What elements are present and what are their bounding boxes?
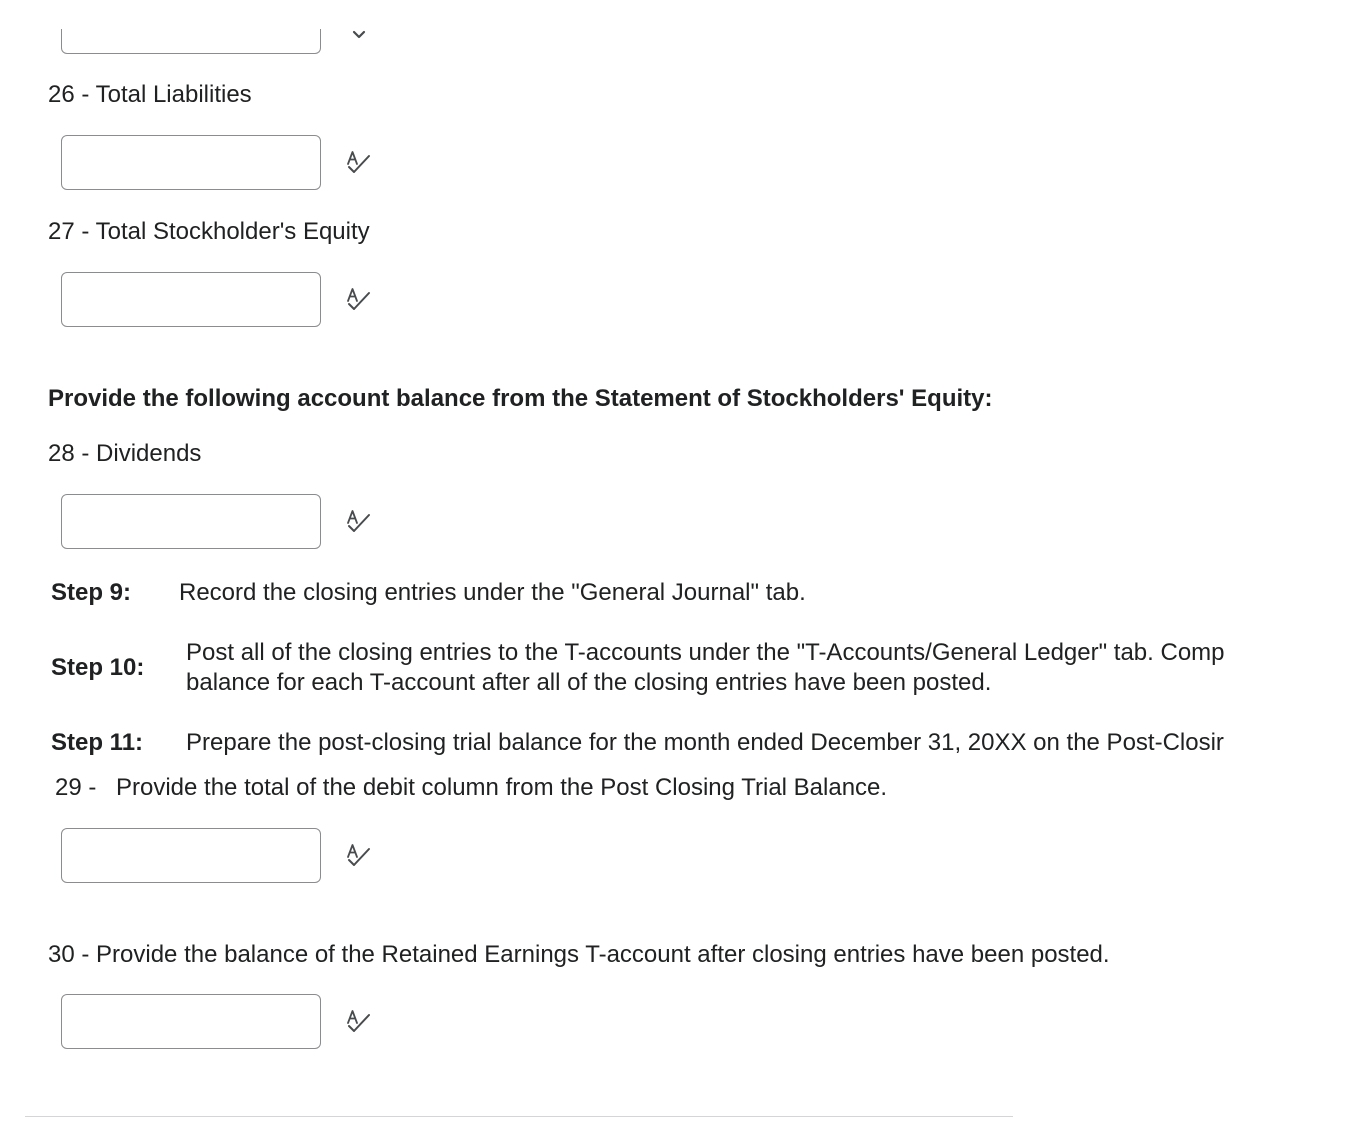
question-26-label: 26 - Total Liabilities <box>48 81 252 108</box>
spellcheck-icon[interactable] <box>345 509 371 535</box>
question-27-input[interactable] <box>61 272 321 327</box>
question-27-label: 27 - Total Stockholder's Equity <box>48 218 370 245</box>
question-29-input[interactable] <box>61 828 321 883</box>
spellcheck-icon[interactable] <box>345 1009 371 1035</box>
previous-answer-select[interactable] <box>61 29 321 54</box>
question-28-input[interactable] <box>61 494 321 549</box>
spellcheck-icon[interactable] <box>345 287 371 313</box>
step-10-text-line2: balance for each T-account after all of the closing entries have been posted. <box>186 669 992 696</box>
question-26-input[interactable] <box>61 135 321 190</box>
step-9-label: Step 9: <box>51 579 132 606</box>
section-heading: Provide the following account balance from the Statement of Stockholders' Equity: <box>48 385 993 412</box>
spellcheck-icon[interactable] <box>345 843 371 869</box>
question-30-label: 30 - Provide the balance of the Retained Earnings T-account after closing entries have been posted. <box>48 941 1110 968</box>
bottom-divider <box>25 1116 1013 1117</box>
question-30-input[interactable] <box>61 994 321 1049</box>
step-11-text: Prepare the post-closing trial balance for the month ended December 31, 20XX on the Post-Closir <box>186 729 1224 756</box>
step-9-text: Record the closing entries under the "General Journal" tab. <box>179 579 806 606</box>
chevron-down-icon[interactable] <box>351 29 367 41</box>
step-11-label: Step 11: <box>51 729 144 756</box>
question-28-label: 28 - Dividends <box>48 440 202 467</box>
spellcheck-icon[interactable] <box>345 150 371 176</box>
question-29-number: 29 - <box>55 774 97 801</box>
step-10-text-line1: Post all of the closing entries to the T-accounts under the "T-Accounts/General Ledger" tab. Comp <box>186 639 1225 666</box>
question-29-label: Provide the total of the debit column from the Post Closing Trial Balance. <box>116 774 888 801</box>
step-10-label: Step 10: <box>51 654 145 681</box>
